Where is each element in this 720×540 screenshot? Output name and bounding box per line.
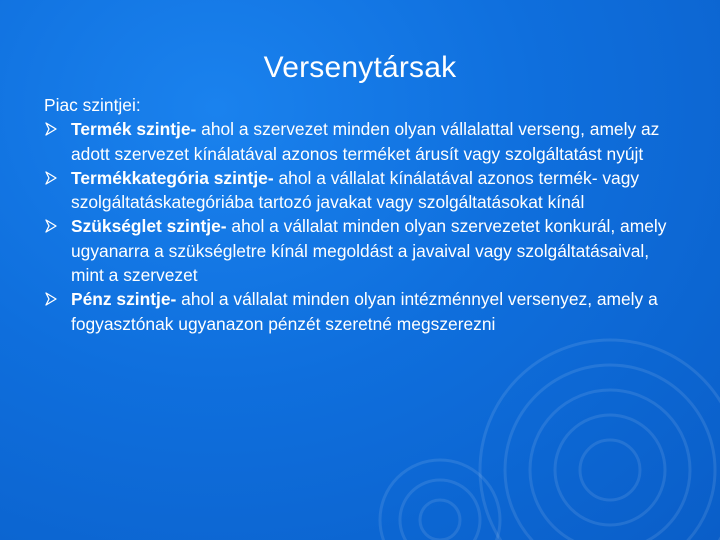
intro-text: Piac szintjei:	[44, 95, 141, 115]
bullet-product-level	[44, 117, 684, 166]
bullet-term: Termékkategória szintje-	[71, 167, 274, 188]
bullet-text: ahol a vállalat kínálatával azonos termék- vagy szolgáltatáskategóriába tartozó javakat vagy szolgáltatásokat kínál	[71, 167, 640, 213]
bullet-text: ahol a vállalat minden olyan szervezetet konkurál, amely ugyanarra a szükségletre kínál megoldást a javaival vagy szolgáltatásaival, mint a szervezet	[71, 216, 667, 286]
bullet-text: ahol a szervezet minden olyan vállalattal verseng, amely az adott szervezet kínálatával azonos terméket árusít vagy szolgáltatást nyújt	[71, 119, 660, 164]
arrowhead-bullet-icon	[44, 166, 58, 190]
bullet-term: Termék szintje-	[71, 119, 197, 140]
bullet-text: ahol a vállalat minden olyan intézménnyel versenyez, amely a fogyasztónak ugyanazon pénzét szeretné megszerezni	[71, 289, 658, 334]
bullet-category-level	[44, 166, 684, 215]
slide-content	[44, 93, 684, 336]
bullet-term: Pénz szintje-	[71, 289, 177, 310]
bullet-need-level	[44, 214, 684, 287]
arrowhead-bullet-icon	[44, 117, 58, 141]
bullet-money-level	[44, 287, 684, 336]
arrowhead-bullet-icon	[44, 287, 58, 311]
arrowhead-bullet-icon	[44, 214, 58, 238]
slide-title: Versenytársak	[263, 51, 457, 84]
bullet-list	[44, 117, 684, 336]
bullet-term: Szükséglet szintje-	[71, 216, 227, 237]
